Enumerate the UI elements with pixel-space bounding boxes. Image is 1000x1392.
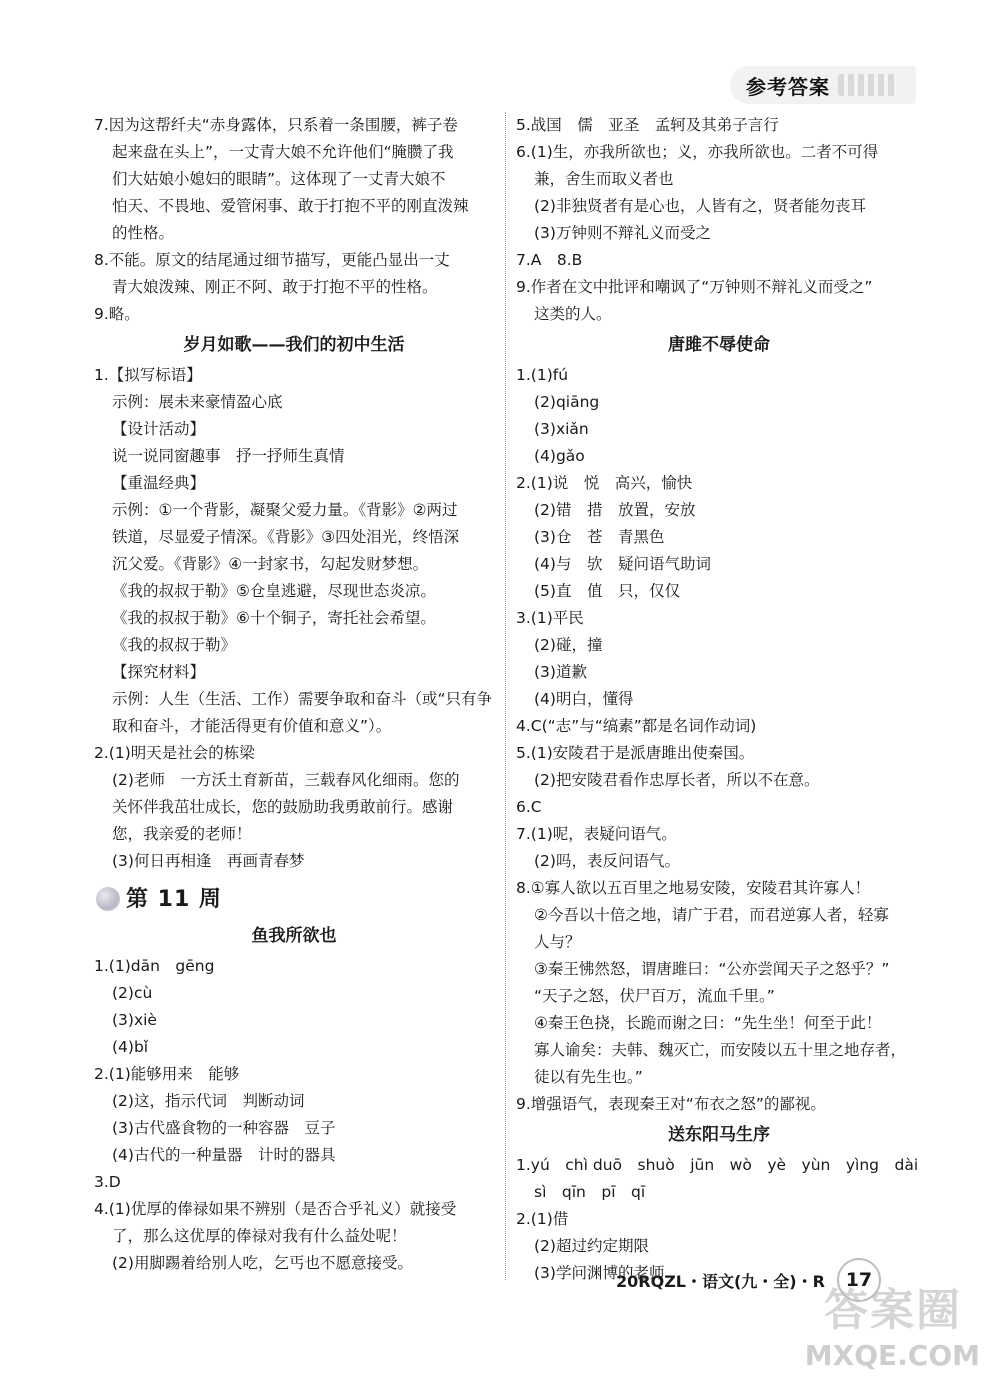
watermark-logo-text: 答案圈	[824, 1285, 962, 1336]
answer-line: 兼，舍生而取义者也	[534, 170, 674, 188]
answer-line: 寡人谕矣：夫韩、魏灭亡，而安陵以五十里之地存者，	[534, 1041, 907, 1059]
answer-line: 7.A 8.B	[516, 251, 583, 269]
answer-line: 沉父爱。《背影》④一封家书，勾起发财梦想。	[112, 555, 429, 573]
answer-line: 4.C(“志”与“缟素”都是名词作动词)	[516, 717, 757, 735]
answer-line: 【探究材料】	[112, 663, 206, 681]
answer-line: 7.(1)呢，表疑问语气。	[516, 825, 677, 843]
answer-line: (3)何日再相逢 再画青春梦	[112, 852, 305, 870]
page-number: 17	[837, 1258, 881, 1302]
answer-line: (4)古代的一种量器 计时的器具	[112, 1146, 336, 1164]
answer-line: 8.不能。原文的结尾通过细节描写，更能凸显出一丈	[94, 251, 450, 269]
answer-line: 6.C	[516, 798, 542, 816]
answer-line: (2)qiāng	[534, 393, 600, 411]
answer-line: 铁道，尽显爱子情深。《背影》③四处泪光，终悟深	[112, 528, 460, 546]
answer-line: (5)直 值 只，仅仅	[534, 582, 680, 600]
answer-line: 9.作者在文中批评和嘲讽了“万钟则不辩礼义而受之”	[516, 278, 873, 296]
answer-line: (3)xiǎn	[534, 420, 589, 438]
answer-line: 2.(1)借	[516, 1210, 569, 1228]
answer-line: 示例：人生（生活、工作）需要争取和奋斗（或“只有争	[112, 690, 493, 708]
answer-line: 示例：①一个背影，凝聚父爱力量。《背影》②两过	[112, 501, 458, 519]
answer-line: 2.(1)明天是社会的栋梁	[94, 744, 255, 762]
answer-line: 9.增强语气，表现秦王对“布衣之怒”的鄙视。	[516, 1095, 826, 1113]
answer-line: (2)非独贤者有是心也，人皆有之，贤者能勿丧耳	[534, 197, 866, 215]
answer-line: 《我的叔叔于勒》	[112, 636, 237, 654]
answer-line: 2.(1)能够用来 能够	[94, 1065, 240, 1083]
answer-line: 5.战国 儒 亚圣 孟轲及其弟子言行	[516, 116, 779, 134]
header-title: 参考答案	[746, 74, 830, 99]
answer-line: (3)道歉	[534, 663, 587, 681]
answer-line: 9.略。	[94, 305, 140, 323]
answer-line: (2)cù	[112, 984, 153, 1002]
answer-line: ②今吾以十倍之地，请广于君，而君逆寡人者，轻寡	[534, 906, 889, 924]
answer-line: 关怀伴我茁壮成长，您的鼓励助我勇敢前行。感谢	[112, 798, 454, 816]
answer-line: 说一说同窗趣事 抒一抒师生真情	[112, 447, 345, 465]
answer-line: (4)明白，懂得	[534, 690, 634, 708]
answer-line: sì qīn pī qī	[534, 1183, 646, 1201]
section-title: 鱼我所欲也	[251, 926, 337, 946]
answer-line: “天子之怒，伏尸百万，流血千里。”	[534, 987, 775, 1005]
answer-line: 3.(1)平民	[516, 609, 584, 627]
reference-answers-tab	[730, 66, 916, 104]
section-title: 岁月如歌——我们的初中生活	[183, 335, 405, 355]
answer-line: (2)超过约定期限	[534, 1237, 649, 1255]
answer-line: (3)xiè	[112, 1011, 157, 1029]
book-code: 20RQZL・语文(九・全)・R	[616, 1271, 825, 1291]
answer-line: 6.(1)生，亦我所欲也；义，亦我所欲也。二者不可得	[516, 143, 879, 161]
answer-line: 5.(1)安陵君于是派唐雎出使秦国。	[516, 744, 755, 762]
watermark-domain: MXQE.COM	[804, 1339, 980, 1372]
answer-line: 起来盘在头上”，一丈青大娘不允许他们“腌臜了我	[112, 143, 454, 161]
answer-line: 青大娘泼辣、刚正不阿、敢于打抱不平的性格。	[112, 278, 438, 296]
answer-line: (3)万钟则不辩礼义而受之	[534, 224, 711, 242]
left-column	[94, 112, 494, 1277]
answer-line: 《我的叔叔于勒》⑥十个铜子，寄托社会希望。	[112, 609, 436, 627]
answer-line: 们大姑娘小媳妇的眼睛”。这体现了一丈青大娘不	[112, 170, 446, 188]
week-title: 第 11 周	[126, 886, 222, 912]
answer-line: 取和奋斗，才能活得更有价值和意义”）。	[112, 717, 392, 735]
answer-line: 您，我亲爱的老师！	[112, 825, 252, 843]
answer-line: (2)把安陵君看作忠厚长者，所以不在意。	[534, 771, 820, 789]
section-title: 唐雎不辱使命	[668, 335, 770, 355]
right-column	[516, 112, 922, 1287]
answer-line: (2)吗，表反问语气。	[534, 852, 680, 870]
answer-line: 的性格。	[112, 224, 175, 242]
answer-line: 示例：展未来豪情盈心底	[112, 393, 283, 411]
badge-icon	[96, 887, 120, 911]
answer-line: 3.D	[94, 1173, 121, 1191]
answer-line: (3)仓 苍 青黑色	[534, 528, 665, 546]
answer-line: (2)错 措 放置，安放	[534, 501, 696, 519]
answer-line: 人与？	[534, 933, 581, 951]
answer-line: 徒以有先生也。”	[534, 1068, 643, 1086]
answer-line: (3)古代盛食物的一种容器 豆子	[112, 1119, 336, 1137]
answer-line: 《我的叔叔于勒》⑤仓皇逃避，尽现世态炎凉。	[112, 582, 436, 600]
section-title: 送东阳马生序	[668, 1125, 770, 1145]
page-footer	[616, 1260, 881, 1300]
answer-line: 1.yú chì duō shuò jūn wò yè yùn yìng dài	[516, 1156, 919, 1174]
decorative-stripes	[838, 74, 898, 96]
answer-line: 8.①寡人欲以五百里之地易安陵，安陵君其许寡人！	[516, 879, 871, 897]
answer-line: 这类的人。	[534, 305, 612, 323]
answer-line: ③秦王怫然怒，谓唐雎曰：“公亦尝闻天子之怒乎？”	[534, 960, 890, 978]
answer-line: 4.(1)优厚的俸禄如果不辨别（是否合乎礼义）就接受	[94, 1200, 457, 1218]
answer-line: 怕天、不畏地、爱管闲事、敢于打抱不平的刚直泼辣	[112, 197, 469, 215]
answer-line: (4)与 欤 疑问语气助词	[534, 555, 711, 573]
answer-line: (4)gǎo	[534, 447, 585, 465]
answer-line: 【重温经典】	[112, 474, 206, 492]
answer-line: 1.(1)dān gēng	[94, 957, 215, 975]
week-heading	[96, 879, 494, 919]
answer-line: (4)bǐ	[112, 1038, 149, 1056]
answer-line: 1.(1)fú	[516, 366, 569, 384]
answer-line: 了，那么这优厚的俸禄对我有什么益处呢！	[112, 1227, 407, 1245]
answer-line: (3)学问渊博的老师	[534, 1264, 665, 1282]
answer-line: 【设计活动】	[112, 420, 206, 438]
answer-line: (2)碰，撞	[534, 636, 603, 654]
answer-line: (2)用脚踢着给别人吃，乞丐也不愿意接受。	[112, 1254, 413, 1272]
answer-line: (2)老师 一方沃土育新苗，三载春风化细雨。您的	[112, 771, 460, 789]
answer-line: ④秦王色挠，长跪而谢之曰：“先生坐！何至于此！	[534, 1014, 882, 1032]
answer-line: (2)这，指示代词 判断动词	[112, 1092, 305, 1110]
answer-line: 2.(1)说 悦 高兴，愉快	[516, 474, 693, 492]
answer-line: 7.因为这帮纤夫“赤身露体，只系着一条围腰，裤子卷	[94, 116, 458, 134]
column-divider	[505, 112, 506, 1280]
answer-line: 1.【拟写标语】	[94, 366, 202, 384]
